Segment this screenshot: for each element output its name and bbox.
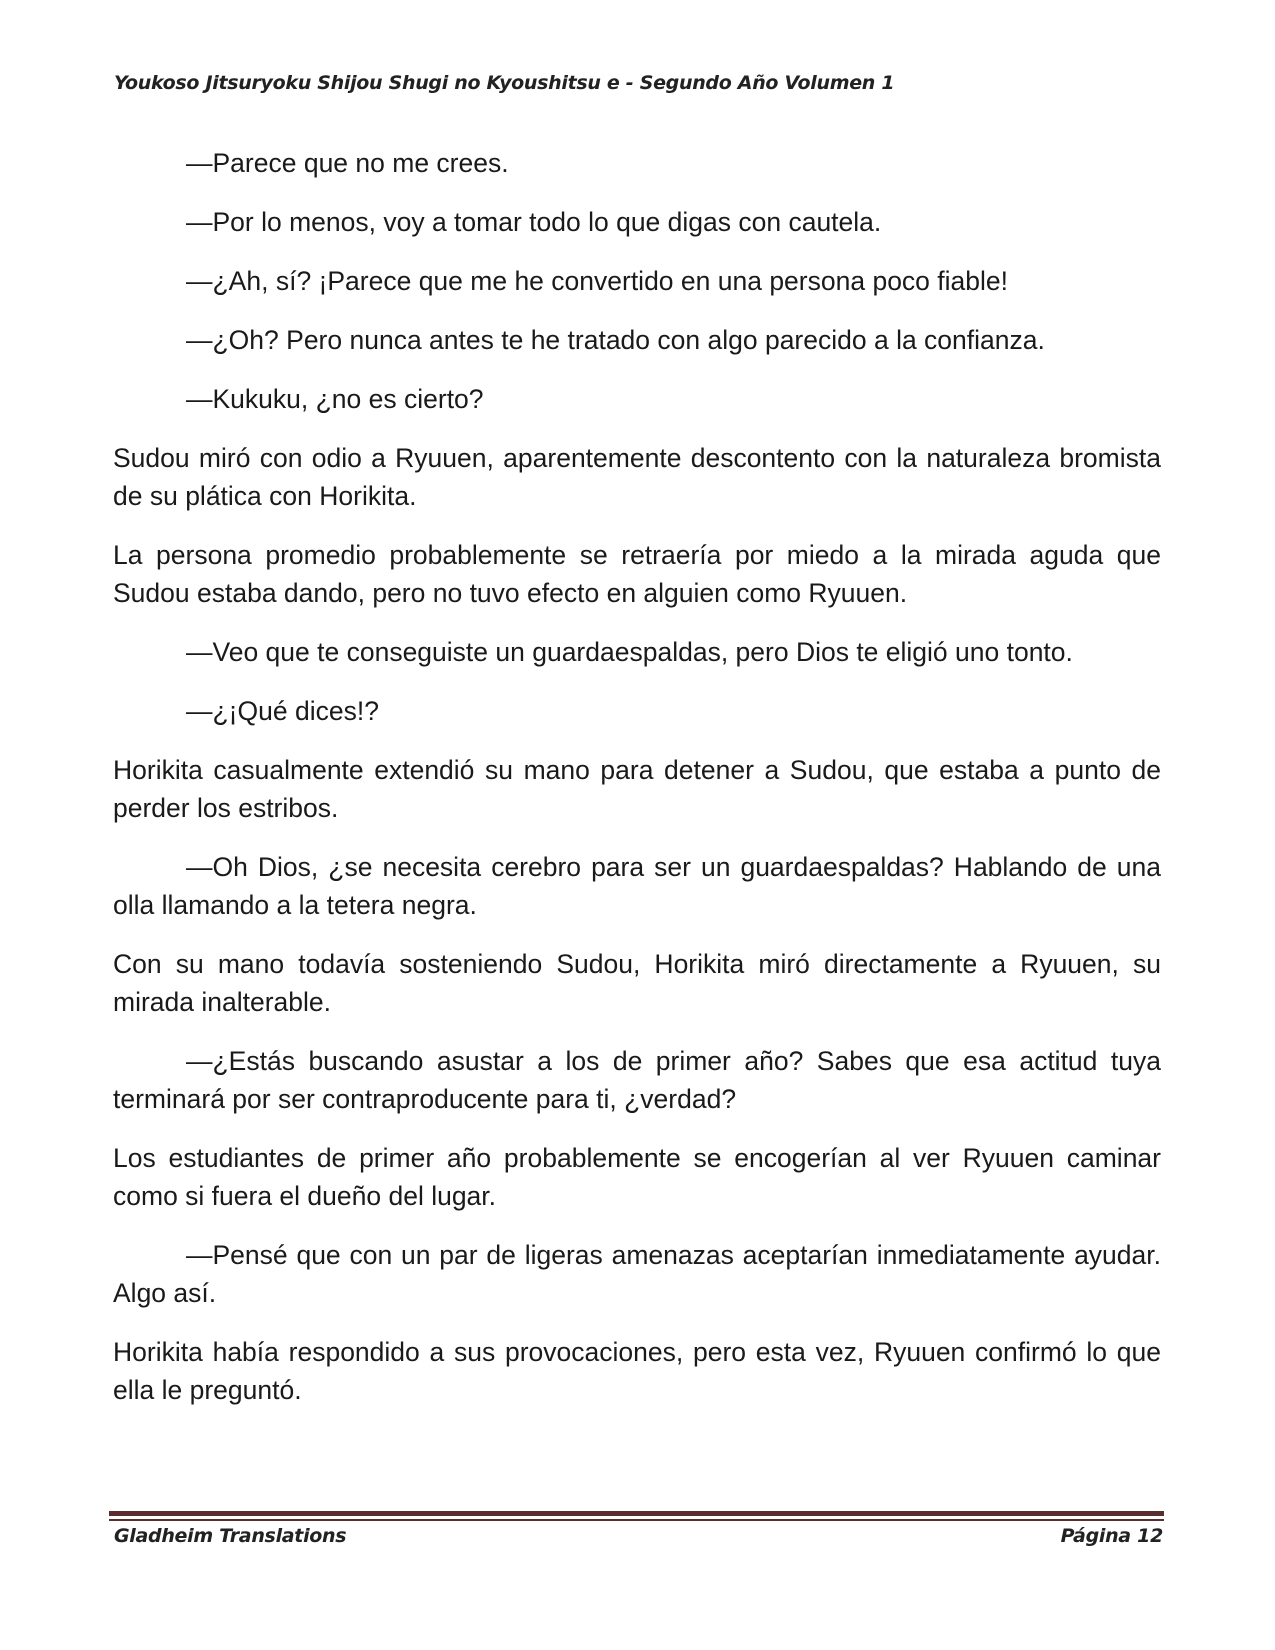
paragraph: —Oh Dios, ¿se necesita cerebro para ser un guardaespaldas? Hablando de una olla llamando a la tetera negra.	[113, 852, 1161, 920]
paragraph: Horikita casualmente extendió su mano para detener a Sudou, que estaba a punto de perder los estribos.	[113, 755, 1161, 823]
page-body	[113, 144, 1161, 1430]
footer-divider-thin	[109, 1519, 1164, 1521]
paragraph: Los estudiantes de primer año probablemente se encogerían al ver Ryuuen caminar como si fuera el dueño del lugar.	[113, 1143, 1161, 1211]
footer-translator: Gladheim Translations	[114, 1525, 347, 1547]
footer-page-number: Página 12	[1060, 1525, 1163, 1547]
paragraph: —¿Estás buscando asustar a los de primer año? Sabes que esa actitud tuya terminará por ser contraproducente para ti, ¿verdad?	[113, 1046, 1161, 1114]
paragraph: —Por lo menos, voy a tomar todo lo que digas con cautela.	[186, 207, 882, 237]
paragraph: —¿Ah, sí? ¡Parece que me he convertido en una persona poco fiable!	[186, 266, 1008, 296]
paragraph: Con su mano todavía sosteniendo Sudou, Horikita miró directamente a Ryuuen, su mirada inalterable.	[113, 949, 1161, 1017]
paragraph: —Kukuku, ¿no es cierto?	[186, 384, 484, 414]
paragraph: —Pensé que con un par de ligeras amenazas aceptarían inmediatamente ayudar. Algo así.	[113, 1240, 1161, 1308]
paragraph: Sudou miró con odio a Ryuuen, aparentemente descontento con la naturaleza bromista de su plática con Horikita.	[113, 443, 1161, 511]
paragraph: —¿Oh? Pero nunca antes te he tratado con algo parecido a la confianza.	[186, 325, 1045, 355]
paragraph: Horikita había respondido a sus provocaciones, pero esta vez, Ryuuen confirmó lo que ella le preguntó.	[113, 1337, 1161, 1405]
page-header-title: Youkoso Jitsuryoku Shijou Shugi no Kyoushitsu e - Segundo Año Volumen 1	[114, 72, 895, 94]
footer-divider-thick	[109, 1511, 1164, 1516]
paragraph: —Veo que te conseguiste un guardaespaldas, pero Dios te eligió uno tonto.	[186, 637, 1073, 667]
paragraph: La persona promedio probablemente se retraería por miedo a la mirada aguda que Sudou estaba dando, pero no tuvo efecto en alguien como Ryuuen.	[113, 540, 1161, 608]
footer-divider	[109, 1511, 1164, 1521]
paragraph: —¿¡Qué dices!?	[186, 696, 379, 726]
paragraph: —Parece que no me crees.	[186, 148, 509, 178]
